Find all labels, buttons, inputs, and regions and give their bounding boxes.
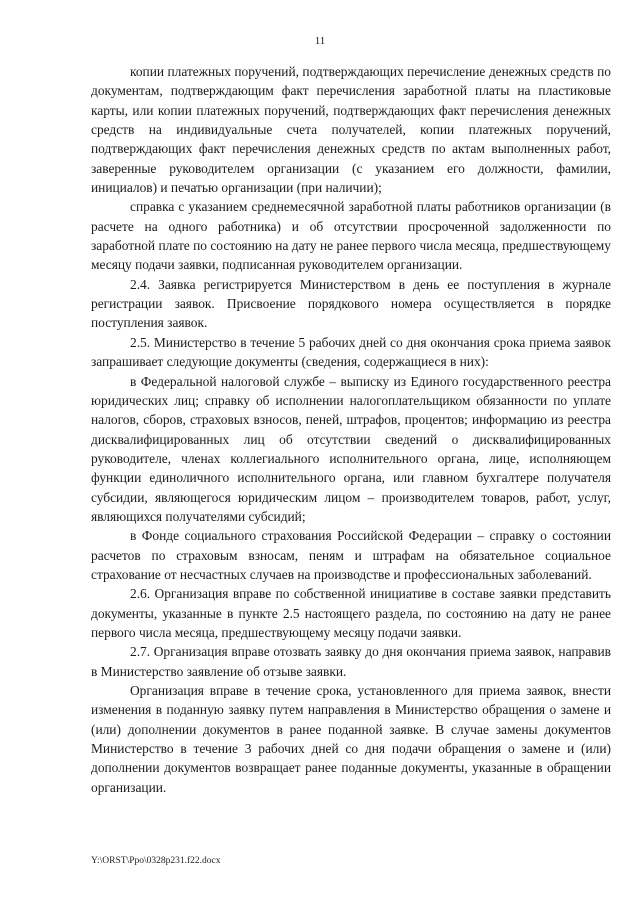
paragraph-2-6: 2.6. Организация вправе по собственной инициативе в составе заявки представить документы, указанные в пункте 2.5 настоящего раздела, по состоянию на дату не ранее первого числа месяца, предшествующему месяцу подачи заявки.: [91, 586, 611, 640]
paragraph-changes: Организация вправе в течение срока, установленного для приема заявок, внести изменения в поданную заявку путем направления в Министерство обращения о замене и (или) дополнении документов в ранее поданной заявке. В случае замены документов Министерство в течение 3 рабочих дней со дня подачи обращения о замене и (или) дополнении документов возвращает ранее поданные документы, указанные в обращении организации.: [91, 683, 611, 795]
footer-file-path: Y:\ORST\Ppo\0328p231.f22.docx: [91, 856, 221, 866]
paragraph-payment-orders: копии платежных поручений, подтверждающих перечисление денежных средств по документам, подтверждающим факт перечисления заработной платы на пластиковые карты, или копии платежных поручений, подтверждающих факт перечисления денежных средств на индивидуальные счета получателей, копии платежных поручений, подтверждающих факт перечисления денежных средств по актам выполненных работ, заверенные руководителем организации (с указанием его должности, фамилии, инициалов) и печатью организации (при наличии);: [91, 64, 611, 196]
paragraph-salary-certificate: справка с указанием среднемесячной заработной платы работников организации (в расчете на одного работника) и об отсутствии просроченной задолженности по заработной плате по состоянию на дату не ранее первого числа месяца, предшествующему месяцу подачи заявки, подписанная руководителем организации.: [91, 199, 611, 273]
paragraph-2-7: 2.7. Организация вправе отозвать заявку до дня окончания приема заявок, направив в Министерство заявление об отзыве заявки.: [91, 644, 611, 679]
paragraph-2-4: 2.4. Заявка регистрируется Министерством в день ее поступления в журнале регистрации заявок. Присвоение порядкового номера осуществляется в порядке поступления заявок.: [91, 276, 611, 331]
paragraph-2-5: 2.5. Министерство в течение 5 рабочих дней со дня окончания срока приема заявок запрашивает следующие документы (сведения, содержащиеся в них):: [91, 334, 611, 370]
page-number: 11: [314, 35, 326, 47]
paragraph-tax-service: в Федеральной налоговой службе – выписку из Единого государственного реестра юридических лиц; справку об исполнении налогоплательщиком обязанности по уплате налогов, сборов, страховых взносов, пеней, штрафов, процентов; информацию из реестра дисквалифицированных лиц об отсутствии сведений о дисквалифицированных руководителе, членах коллегиального исполнительного органа, лице, исполняющем функции единоличного исполнительного органа, или главном бухгалтере получателя субсидии, являющегося юридическим лицом – производителем товаров, работ, услуг, являющихся получателями субсидий;: [91, 373, 611, 524]
paragraph-social-fund: в Фонде социального страхования Российской Федерации – справку о состоянии расчетов по страховым взносам, пеням и штрафам на обязательное социальное страхование от несчастных случаев на производстве и профессиональных заболеваний.: [91, 528, 611, 582]
document-body: [91, 62, 611, 797]
